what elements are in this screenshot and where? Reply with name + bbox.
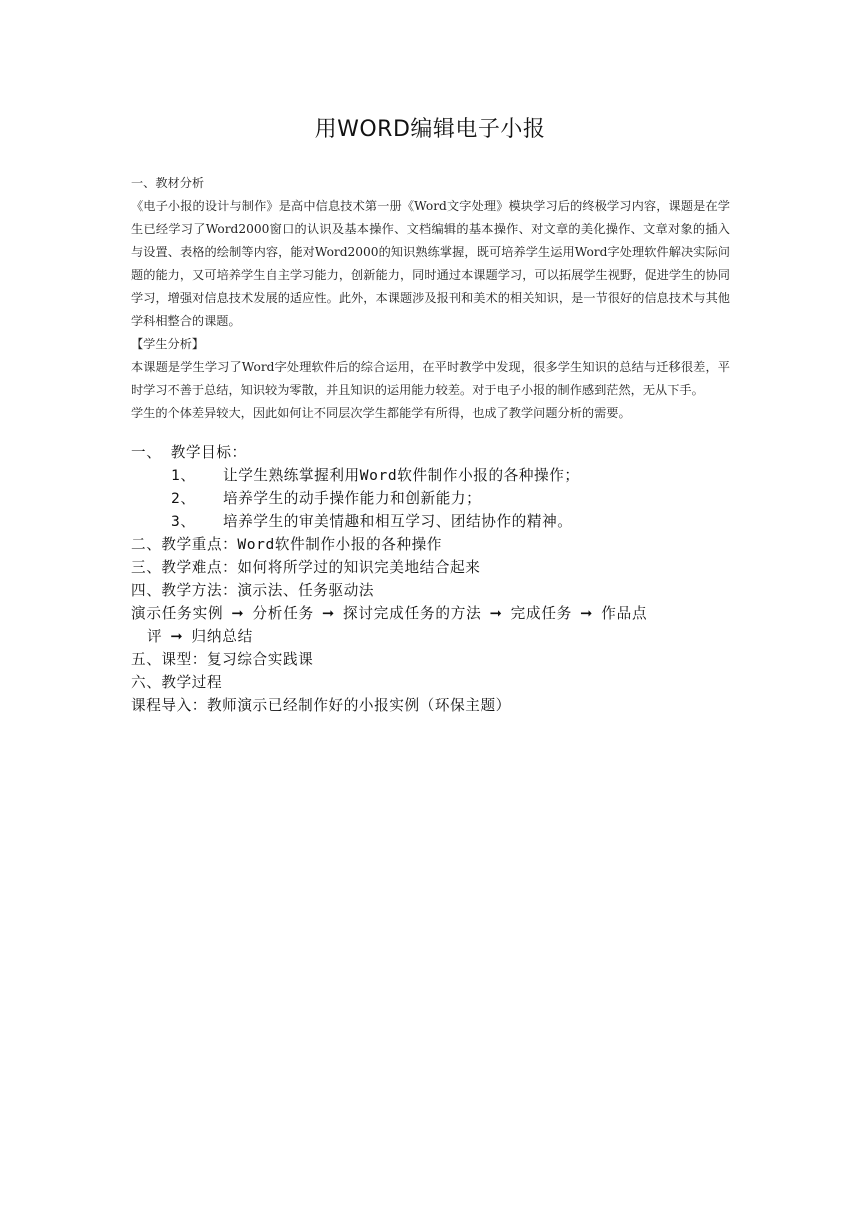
flow-step: 分析任务 bbox=[252, 605, 314, 622]
student-paragraph-1: 本课题是学生学习了Word字处理软件后的综合运用，在平时教学中发现，很多学生知识的总结与迁移很差，平时学习不善于总结，知识较为零散，并且知识的运用能力较差。对于电子小报的制作感到茫然，无从下手。 bbox=[131, 360, 730, 397]
student-paragraph-2: 学生的个体差异较大，因此如何让不同层次学生都能学有所得，也成了教学问题分析的需要。 bbox=[131, 406, 631, 420]
teaching-method: 四、教学方法：演示法、任务驱动法 bbox=[131, 582, 375, 599]
goal-number: 2、 bbox=[171, 490, 196, 507]
goal-number: 1、 bbox=[171, 467, 196, 484]
lesson-intro: 课程导入：教师演示已经制作好的小报实例（环保主题） bbox=[131, 697, 511, 714]
document-title: 用WORD编辑电子小报 bbox=[314, 117, 546, 142]
task-flow-continued bbox=[131, 625, 731, 648]
student-heading: 【学生分析】 bbox=[131, 337, 205, 351]
flow-step: 探讨完成任务的方法 bbox=[343, 605, 482, 622]
flow-step: 作品点 bbox=[601, 605, 648, 622]
arrow-right-icon: ➞ bbox=[321, 605, 336, 622]
arrow-right-icon: ➞ bbox=[170, 628, 184, 645]
goals-heading: 一、 教学目标： bbox=[131, 444, 247, 461]
flow-step: 演示任务实例 bbox=[131, 605, 224, 622]
goal-text: 培养学生的审美情趣和相互学习、团结协作的精神。 bbox=[223, 513, 573, 530]
key-point: 二、教学重点：Word软件制作小报的各种操作 bbox=[131, 536, 443, 553]
task-flow bbox=[131, 602, 731, 625]
goal-number: 3、 bbox=[171, 513, 196, 530]
goal-text: 让学生熟练掌握利用Word软件制作小报的各种操作； bbox=[223, 467, 580, 484]
plan-block bbox=[131, 441, 731, 717]
goal-item bbox=[131, 487, 731, 510]
goal-item bbox=[131, 510, 731, 533]
arrow-right-icon: ➞ bbox=[231, 605, 245, 622]
analysis-block bbox=[131, 172, 730, 425]
difficulty: 三、教学难点：如何将所学过的知识完美地结合起来 bbox=[131, 559, 481, 576]
goal-item bbox=[131, 464, 731, 487]
lesson-type: 五、课型：复习综合实践课 bbox=[131, 651, 314, 668]
arrow-right-icon: ➞ bbox=[489, 605, 503, 622]
flow-step: 完成任务 bbox=[510, 605, 573, 622]
goal-text: 培养学生的动手操作能力和创新能力； bbox=[223, 490, 482, 507]
flow-step: 归纳总结 bbox=[191, 628, 254, 645]
material-paragraph: 《电子小报的设计与制作》是高中信息技术第一册《Word文字处理》模块学习后的终极学习内容，课题是在学生已经学习了Word2000窗口的认识及基本操作、文档编辑的基本操作、对文章的美化操作、文章对象的插入与设置、表格的绘制等内容，能对Word2000的知识熟练掌握，既可培养学生运用Word字处理软件解决实际问题的能力，又可培养学生自主学习能力，创新能力，同时通过本课题学习，可以拓展学生视野，促进学生的协同学习，增强对信息技术发展的适应性。此外，本课题涉及报刊和美术的相关知识，是一节很好的信息技术与其他学科相整合的课题。 bbox=[131, 199, 730, 328]
teaching-process: 六、教学过程 bbox=[131, 674, 223, 691]
flow-step: 评 bbox=[147, 628, 163, 645]
material-heading: 一、教材分析 bbox=[131, 176, 205, 190]
arrow-right-icon: ➞ bbox=[580, 605, 594, 622]
